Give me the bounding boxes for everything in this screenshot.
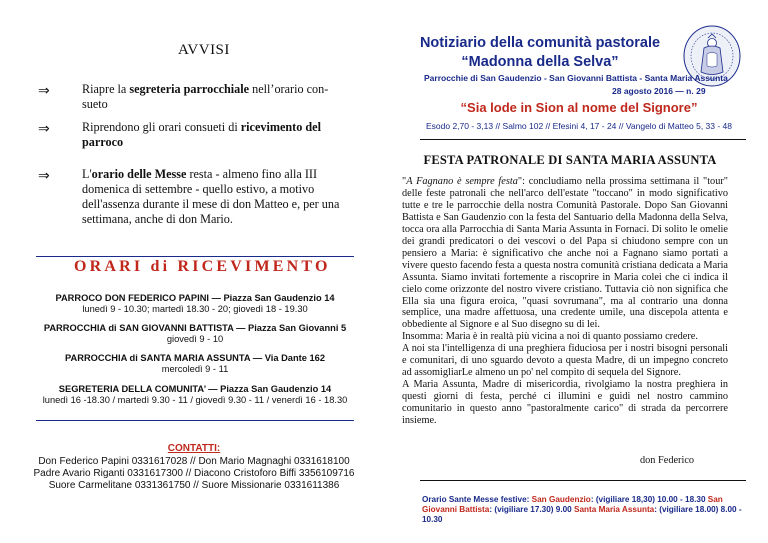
article-signature: don Federico bbox=[640, 455, 695, 466]
mass-schedule: Orario Sante Messe festive: San Gaudenzio: (vigiliare 18,30) 10.00 - 18.30 San Giovanni Battista: (vigiliare 17.30) 9.00 Santa Maria Assunta: (vigiliare 18.00) 8.00 - 10.30 bbox=[422, 495, 742, 524]
orari-block-head: PARROCO DON FEDERICO PAPINI — Piazza San Gaudenzio 14 bbox=[55, 293, 335, 303]
divider bbox=[36, 420, 354, 421]
article-body bbox=[402, 176, 728, 427]
orari-block-head: PARROCCHIA di SAN GIOVANNI BATTISTA — Piazza San Giovanni 5 bbox=[43, 323, 347, 333]
newsletter-subtitle: Parrocchie di San Gaudenzio - San Giovanni Battista - Santa Maria Assunta bbox=[424, 73, 728, 83]
arrow-right-icon: ⇒ bbox=[38, 169, 50, 184]
newsletter-title: Notiziario della comunità pastorale “Madonna della Selva” bbox=[419, 35, 661, 70]
orari-block-sub: lunedì 9 - 10.30; martedì 18.30 - 20; giovedì 18 - 19.30 bbox=[82, 304, 308, 314]
issue-date: 28 agosto 2016 — n. 29 bbox=[612, 86, 706, 96]
article-paragraph: Insomma: Maria è in realtà più vicina a noi di quanto possiamo credere. bbox=[402, 331, 698, 343]
orari-block-sub: lunedì 16 -18.30 / martedì 9.30 - 11 / giovedì 9.30 - 11 / venerdì 16 - 18.30 bbox=[42, 395, 348, 405]
avviso-item: Riapre la segreteria parrocchiale nell’orario con-sueto bbox=[82, 82, 329, 111]
orari-block-head: PARROCCHIA di SANTA MARIA ASSUNTA — Via Dante 162 bbox=[65, 353, 325, 363]
contatti-title: CONTATTI: bbox=[167, 443, 221, 454]
article-quote: A Fagnano è sempre festa bbox=[406, 176, 518, 187]
avviso-item: L'orario delle Messe resta - almeno fino alla III domenica di settembre - quello estivo, a motivo dell'assenza durante il mese di don Matteo e, per una settimana, anche di don Mario. bbox=[82, 167, 340, 226]
orari-title: ORARI di RICEVIMENTO bbox=[74, 258, 331, 275]
contatti-line: Don Federico Papini 0331617028 // Don Mario Magnaghi 0331618100 bbox=[38, 456, 350, 467]
readings: Esodo 2,70 - 3,13 // Salmo 102 // Efesini 4, 17 - 24 // Vangelo di Matteo 5, 33 - 48 bbox=[425, 121, 733, 131]
avviso-item: Riprendono gli orari consueti di ricevimento del parroco bbox=[82, 120, 321, 149]
divider bbox=[420, 139, 746, 140]
divider bbox=[36, 256, 354, 257]
contatti-line: Suore Carmelitane 0331361750 // Suore Missionarie 0331611386 bbox=[48, 480, 340, 491]
article-paragraph: A noi sta l'intelligenza di una preghiera fiduciosa per i nostri bisogni personali e comunitari, di uno sguardo devoto a questa Madre, di un impegno concreto ad assomigliarLe almeno un po' nel compito di sequela del Signore. bbox=[402, 343, 728, 379]
orari-block-sub: mercoledì 9 - 11 bbox=[161, 364, 229, 374]
orari-block-head: SEGRETERIA DELLA COMUNITA’ — Piazza San Gaudenzio 14 bbox=[58, 384, 332, 394]
arrow-right-icon: ⇒ bbox=[38, 84, 50, 99]
contatti-line: Padre Avario Riganti 0331617300 // Diacono Cristoforo Biffi 3356109716 bbox=[33, 468, 355, 479]
avvisi-title: AVVISI bbox=[178, 42, 230, 58]
orari-block-sub: giovedì 9 - 10 bbox=[166, 334, 224, 344]
article-title: FESTA PATRONALE DI SANTA MARIA ASSUNTA bbox=[423, 153, 717, 167]
divider bbox=[420, 480, 746, 481]
arrow-right-icon: ⇒ bbox=[38, 122, 50, 137]
article-paragraph: A Maria Assunta, Madre di misericordia, rivolgiamo la nostra preghiera in questi giorni di festa, perché ci illumini e guidi nel nostro cammino comunitario in questo anno "pastoralmente carico" di strada da percorrere insieme. bbox=[402, 379, 728, 427]
article-paragraph: "A Fagnano è sempre festa": concludiamo nella prossima settimana il "tour" delle feste patronali che nell'arco dell'estate "toccano" in modo significativo tutte e tre le parrocchie della nostra Comunità Pastorale. Dopo San Giovanni Battista e San Gaudenzio con la festa del Santuario della Madonna della Selva, tocca ora alla Parrocchia di Santa Maria Assunta in Fornaci. Di solito le omelie dei grandi predicatori o dei vescovi o del Papa si chiudono sempre con un pensiero a Maria: è significativo che anche noi a Fagnano siamo portati a vivere questo facendo festa a questa nostra comunità cristiana dedicata a Maria Assunta. Siamo invitati fortemente a riscoprire in Maria colei che ci indica il cielo come orizzonte del nostro vivere cristiano. Tuttavia ciò non significa che Ella sia una figura eroica, "quasi sovrumana", ma al contrario una donna semplice, una madre affettuosa, una credente umile, una discepola attenta e obbediente al Signore e al Suo disegno su di lei. bbox=[402, 176, 728, 331]
motto: “Sia lode in Sion al nome del Signore” bbox=[460, 100, 698, 115]
